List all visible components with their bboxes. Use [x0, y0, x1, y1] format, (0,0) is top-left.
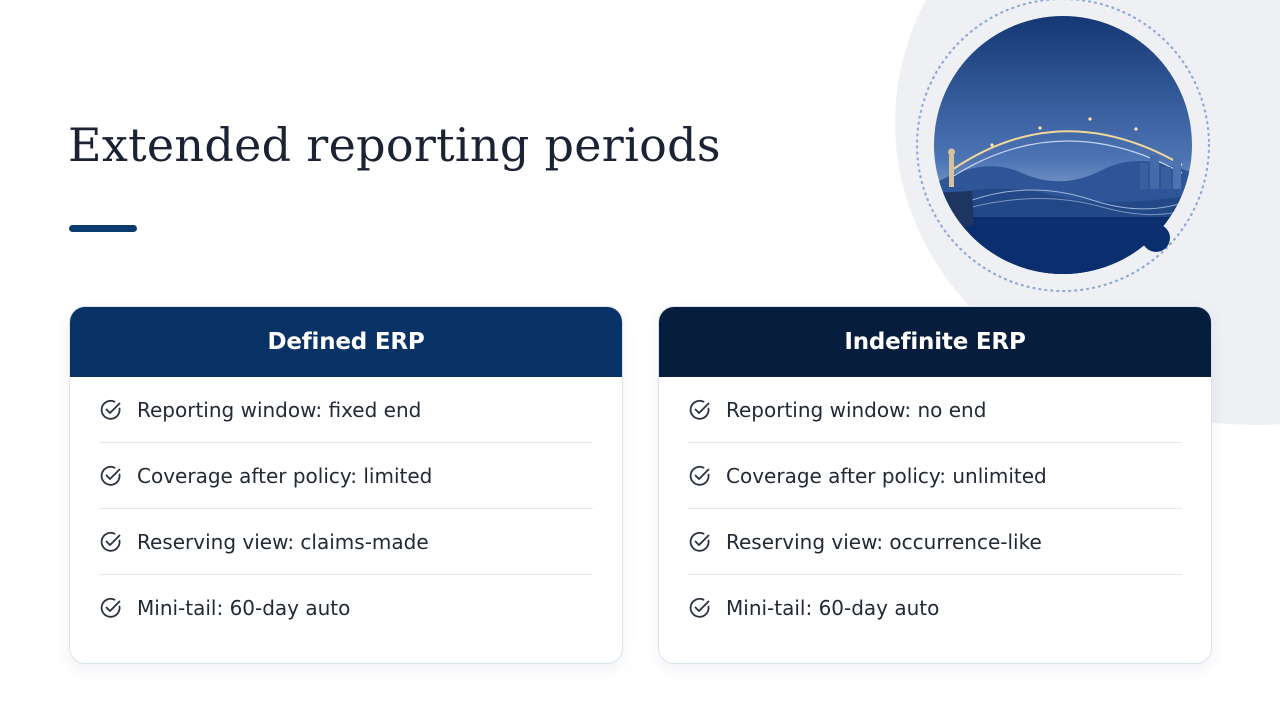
list-item: [688, 575, 1182, 640]
list-item: [688, 377, 1182, 443]
list-item: [99, 377, 593, 443]
check-circle-icon: [688, 398, 712, 422]
list-item-text: Reporting window: fixed end: [137, 397, 422, 422]
card-indefinite-erp: [658, 306, 1212, 664]
list-item-text: Mini-tail: 60-day auto: [137, 595, 351, 620]
check-circle-icon: [99, 530, 123, 554]
list-item-text: Reserving view: claims-made: [137, 529, 429, 554]
check-circle-icon: [99, 398, 123, 422]
list-item: [99, 509, 593, 575]
check-circle-icon: [99, 596, 123, 620]
title-accent-bar: [69, 225, 137, 232]
list-item: [688, 509, 1182, 575]
check-circle-icon: [688, 530, 712, 554]
card-body: [70, 377, 622, 640]
list-item-text: Reporting window: no end: [726, 397, 987, 422]
check-circle-icon: [688, 464, 712, 488]
list-item: [688, 443, 1182, 509]
list-item-text: Mini-tail: 60-day auto: [726, 595, 940, 620]
list-item-text: Coverage after policy: limited: [137, 463, 433, 488]
card-heading: Indefinite ERP: [659, 307, 1211, 377]
list-item-text: Coverage after policy: unlimited: [726, 463, 1047, 488]
card-heading: Defined ERP: [70, 307, 622, 377]
list-item: [99, 443, 593, 509]
check-circle-icon: [688, 596, 712, 620]
page-title: Extended reporting periods: [68, 118, 721, 172]
card-body: [659, 377, 1211, 640]
check-circle-icon: [99, 464, 123, 488]
list-item: [99, 575, 593, 640]
card-defined-erp: [69, 306, 623, 664]
list-item-text: Reserving view: occurrence-like: [726, 529, 1042, 554]
hero-illustration: [912, 0, 1212, 295]
